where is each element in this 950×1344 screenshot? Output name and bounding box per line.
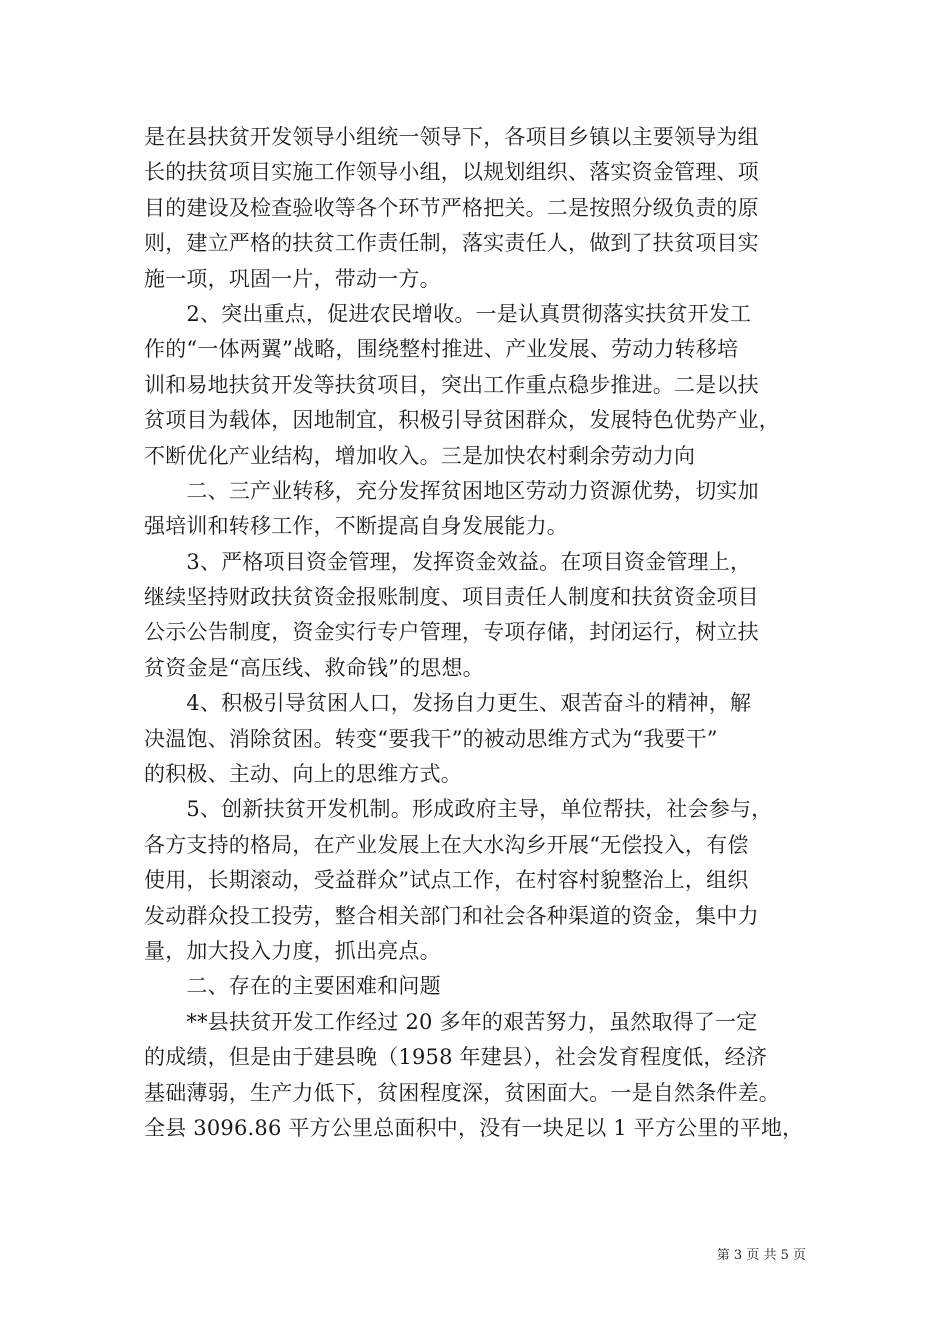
text-line-22: 使用，长期滚动，受益群众”试点工作，在村容村貌整治上，组织 (144, 868, 749, 893)
text-line-10: 不断优化产业结构，增加收入。三是加快农村剩余劳动力向 (144, 443, 696, 468)
text-line-2: 长的扶贫项目实施工作领导小组，以规划组织、落实资金管理、项 (144, 160, 759, 185)
text-line-28: 基础薄弱，生产力低下，贫困程度深，贫困面大。一是自然条件差。 (144, 1080, 780, 1105)
text-line-4: 则，建立严格的扶贫工作责任制，落实责任人，做到了扶贫项目实 (144, 231, 759, 256)
text-line-25: 二、存在的主要困难和问题 (144, 974, 441, 999)
text-line-26: **县扶贫开发工作经过 20 多年的艰苦努力，虽然取得了一定 (144, 1009, 758, 1034)
text-line-27: 的成绩，但是由于建县晚（1958 年建县），社会发育程度低，经济 (144, 1045, 768, 1070)
text-line-1: 是在县扶贫开发领导小组统一领导下，各项目乡镇以主要领导为组 (144, 125, 759, 149)
text-line-24: 量，加大投入力度，抓出亮点。 (144, 938, 441, 963)
text-line-17: 4、积极引导贫困人口，发扬自力更生、艰苦奋斗的精神，解 (144, 691, 752, 716)
text-line-19: 的积极、主动、向上的思维方式。 (144, 762, 462, 787)
text-line-16: 贫资金是“高压线、救命钱”的思想。 (144, 655, 484, 680)
text-line-23: 发动群众投工投劳，整合相关部门和社会各种渠道的资金，集中力 (144, 903, 759, 928)
text-line-15: 公示公告制度，资金实行专户管理，专项存储，封闭运行，树立扶 (144, 620, 759, 645)
text-line-8: 训和易地扶贫开发等扶贫项目，突出工作重点稳步推进。二是以扶 (144, 372, 759, 397)
text-line-11: 二、三产业转移，充分发挥贫困地区劳动力资源优势，切实加 (144, 478, 759, 503)
page-number-footer: 第 3 页 共 5 页 (716, 1248, 806, 1263)
text-line-13: 3、严格项目资金管理，发挥资金效益。在项目资金管理上， (144, 549, 752, 574)
text-line-12: 强培训和转移工作，不断提高自身发展能力。 (144, 514, 568, 539)
text-line-9: 贫项目为载体，因地制宜，积极引导贫困群众，发展特色优势产业， (144, 408, 780, 433)
text-line-14: 继续坚持财政扶贫资金报账制度、项目责任人制度和扶贫资金项目 (144, 585, 759, 610)
text-line-6: 2、突出重点，促进农民增收。一是认真贯彻落实扶贫开发工 (144, 301, 752, 326)
text-line-5: 施一项，巩固一片，带动一方。 (144, 266, 441, 291)
text-line-3: 目的建设及检查验收等各个环节严格把关。二是按照分级负责的原 (144, 195, 759, 220)
text-line-29: 全县 3096.86 平方公里总面积中，没有一块足以 1 平方公里的平地， (144, 1115, 804, 1140)
text-line-20: 5、创新扶贫开发机制。形成政府主导，单位帮扶，社会参与， (144, 797, 773, 822)
text-line-18: 决温饱、消除贫困。转变“要我干”的被动思维方式为“我要干” (144, 726, 718, 751)
text-line-21: 各方支持的格局，在产业发展上在大水沟乡开展“无偿投入，有偿 (144, 832, 749, 857)
document-body (144, 120, 814, 1146)
text-line-7: 作的“一体两翼”战略，围绕整村推进、产业发展、劳动力转移培 (144, 337, 739, 362)
